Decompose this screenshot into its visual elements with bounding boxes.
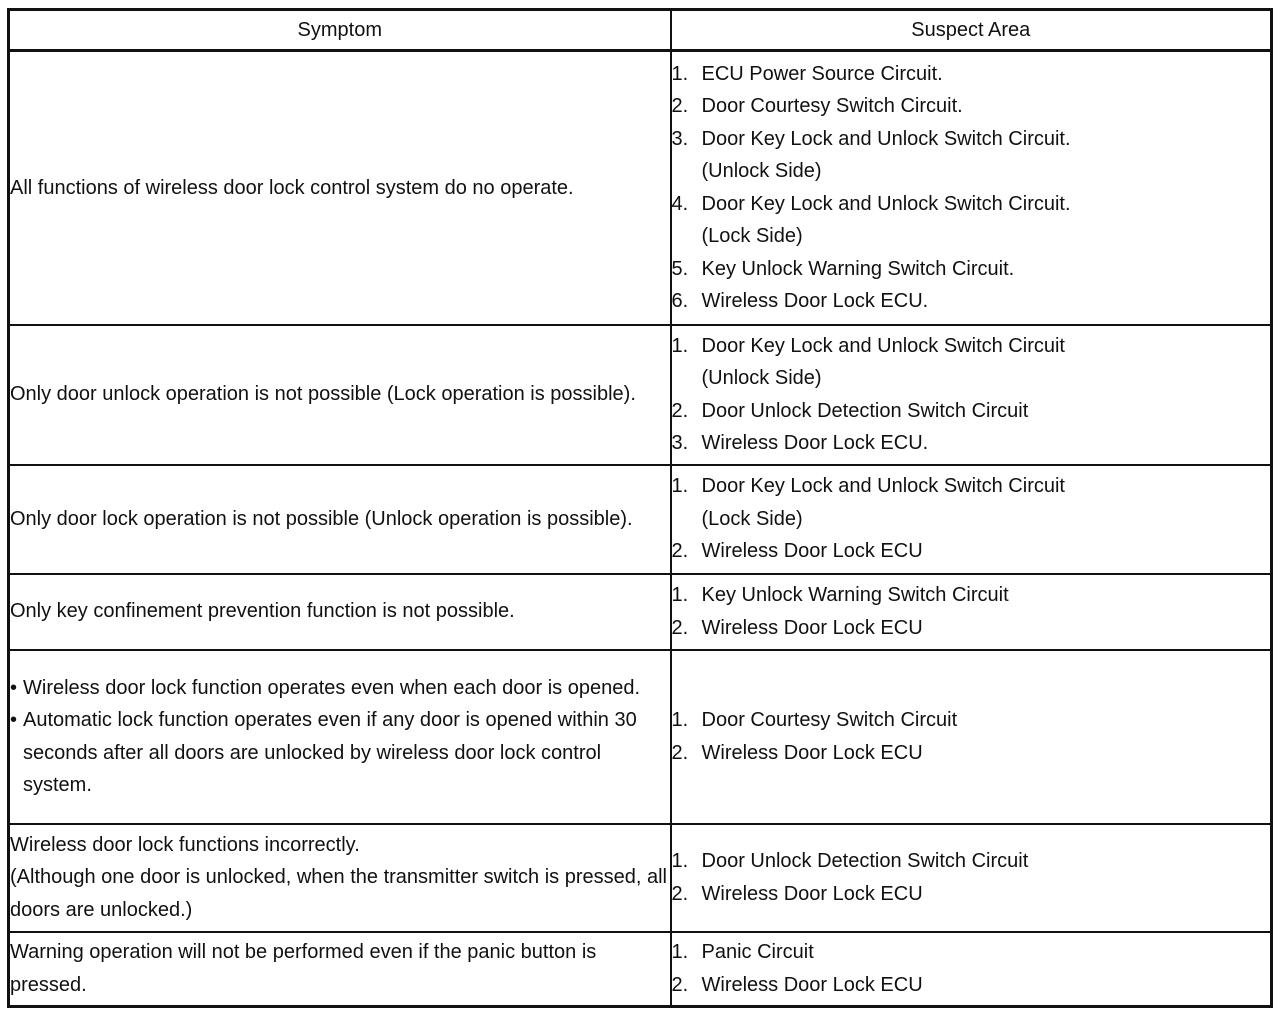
suspect-side-note: (Unlock Side): [701, 367, 822, 389]
list-item: 2. Wireless Door Lock ECU: [671, 741, 923, 764]
list-item: 1. Key Unlock Warning Switch Circuit: [671, 584, 1009, 606]
table-row: [9, 574, 1272, 650]
symptom-cell: Warning operation will not be performed even if the panic button is pressed.: [9, 932, 671, 1007]
list-item: 1. Door Unlock Detection Switch Circuit: [671, 850, 1029, 872]
list-item: 4. Door Key Lock and Unlock Switch Circuit. (Lock Side): [672, 188, 1271, 253]
troubleshooting-document: [7, 8, 1270, 1008]
suspect-area-cell: [671, 51, 1272, 325]
suspect-area-cell: [671, 932, 1272, 1007]
list-item: • Automatic lock function operates even if any door is opened within 30 seconds after all doors are unlocked by wireless door lock control system.: [10, 704, 670, 802]
list-item: 3. Wireless Door Lock ECU.: [671, 432, 929, 454]
table-row: [9, 51, 1272, 325]
list-item: 1. Door Key Lock and Unlock Switch Circuit (Unlock Side): [672, 330, 1271, 395]
suspect-side-note: (Lock Side): [701, 225, 803, 248]
symptom-table: [7, 8, 1273, 1008]
list-item: 3. Door Key Lock and Unlock Switch Circuit. (Unlock Side): [672, 123, 1271, 188]
suspect-list: [672, 330, 1271, 460]
list-item: 1. Door Courtesy Switch Circuit: [671, 709, 958, 731]
list-item: 2. Wireless Door Lock ECU: [671, 882, 923, 905]
suspect-side-note: (Unlock Side): [701, 160, 822, 183]
table-row: [9, 650, 1272, 824]
list-item: 2. Wireless Door Lock ECU: [671, 973, 923, 996]
suspect-list: [672, 579, 1271, 644]
suspect-area-cell: [671, 325, 1272, 465]
symptom-cell: All functions of wireless door lock control system do no operate.: [9, 51, 671, 325]
symptom-cell: Only key confinement prevention function is not possible.: [9, 574, 671, 650]
suspect-list: [672, 470, 1271, 568]
list-item: 2. Door Courtesy Switch Circuit.: [671, 95, 963, 118]
symptom-cell: [9, 824, 671, 932]
suspect-list: [672, 704, 1271, 769]
suspect-area-column-header: Suspect Area: [671, 10, 1272, 51]
suspect-side-note: (Lock Side): [701, 507, 803, 530]
table-row: [9, 325, 1272, 465]
table-row: [9, 932, 1272, 1007]
suspect-list: [672, 845, 1271, 910]
suspect-list: [672, 936, 1271, 1001]
suspect-area-cell: [671, 465, 1272, 574]
list-item: 1. Panic Circuit: [671, 941, 814, 964]
table-row: [9, 824, 1272, 932]
list-item: 6. Wireless Door Lock ECU.: [671, 290, 929, 313]
symptom-cell: [9, 650, 671, 824]
list-item: 1. Door Key Lock and Unlock Switch Circuit (Lock Side): [672, 470, 1271, 535]
list-item: 1. ECU Power Source Circuit.: [671, 62, 943, 85]
symptom-cell: Only door unlock operation is not possible (Lock operation is possible).: [9, 325, 671, 465]
symptom-line: (Although one door is unlocked, when the transmitter switch is pressed, all doors are unlocked.): [10, 866, 668, 921]
table-header-row: [9, 10, 1272, 51]
suspect-list: [672, 58, 1271, 318]
suspect-area-cell: [671, 824, 1272, 932]
list-item: • Wireless door lock function operates even when each door is opened.: [10, 672, 670, 705]
symptom-cell: Only door lock operation is not possible (Unlock operation is possible).: [9, 465, 671, 574]
symptom-line: Wireless door lock functions incorrectly.: [10, 833, 360, 856]
symptom-column-header: Symptom: [9, 10, 671, 51]
list-item: 2. Wireless Door Lock ECU: [671, 540, 923, 563]
symptom-bullet-list: [10, 672, 670, 802]
suspect-area-cell: [671, 574, 1272, 650]
suspect-area-cell: [671, 650, 1272, 824]
list-item: 2. Door Unlock Detection Switch Circuit: [671, 399, 1029, 422]
list-item: 2. Wireless Door Lock ECU: [671, 616, 923, 639]
table-row: [9, 465, 1272, 574]
list-item: 5. Key Unlock Warning Switch Circuit.: [671, 257, 1015, 280]
